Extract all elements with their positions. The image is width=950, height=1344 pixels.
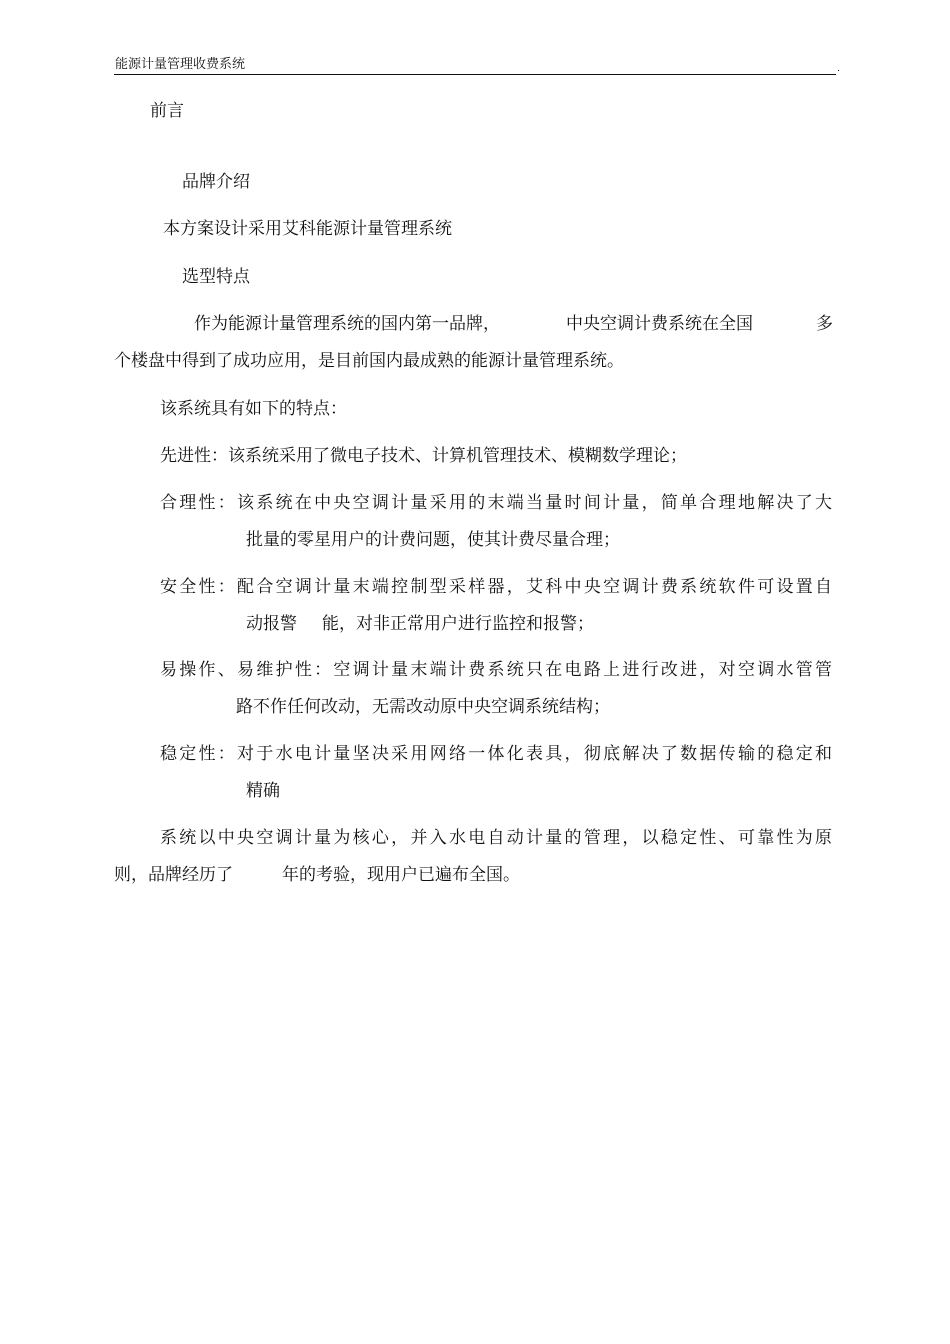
feature-stable-line1: 稳定性：对于水电计量坚决采用网络一体化表具，彻底解决了数据传输的稳定和 bbox=[160, 744, 832, 764]
feature-rational-line2: 批量的零星用户的计费问题，使其计费尽量合理； bbox=[246, 530, 620, 550]
page-header bbox=[114, 56, 840, 75]
header-title: 能源计量管理收费系统 bbox=[115, 57, 246, 72]
conclusion-line1: 系统以中央空调计量为核心，并入水电自动计量的管理，以稳定性、可靠性为原 bbox=[160, 828, 832, 848]
feature-stable-line2: 精确 bbox=[246, 781, 280, 801]
intro-part2: 中央空调计费系统在全国 bbox=[566, 314, 753, 334]
intro-line2: 个楼盘中得到了成功应用，是目前国内最成熟的能源计量管理系统。 bbox=[114, 351, 624, 371]
features-heading: 该系统具有如下的特点： bbox=[160, 399, 347, 419]
feature-easy-line1: 易操作、易维护性：空调计量末端计费系统只在电路上进行改进，对空调水管管 bbox=[160, 660, 832, 680]
feature-safety-line2b: 能，对非正常用户进行监控和报警； bbox=[322, 614, 594, 634]
feature-safety-line2a: 动报警 bbox=[246, 614, 297, 634]
section-selection: 选型特点 bbox=[182, 267, 250, 287]
feature-easy-line2: 路不作任何改动，无需改动原中央空调系统结构； bbox=[236, 697, 610, 717]
feature-safety-line1: 安全性：配合空调计量末端控制型采样器，艾科中央空调计费系统软件可设置自 bbox=[160, 577, 832, 597]
feature-advanced: 先进性：该系统采用了微电子技术、计算机管理技术、模糊数学理论； bbox=[160, 446, 687, 466]
conclusion-line2a: 则，品牌经历了 bbox=[114, 865, 233, 885]
intro-part3: 多 bbox=[816, 314, 833, 334]
section-brand-intro: 品牌介绍 bbox=[182, 172, 250, 192]
design-line: 本方案设计采用艾科能源计量管理系统 bbox=[163, 219, 452, 239]
feature-rational-line1: 合理性：该系统在中央空调计量采用的末端当量时间计量，简单合理地解决了大 bbox=[160, 493, 832, 513]
header-dot: . bbox=[837, 64, 840, 74]
conclusion-line2b: 年的考验，现用户已遍布全国。 bbox=[282, 865, 520, 885]
intro-part1: 作为能源计量管理系统的国内第一品牌， bbox=[194, 314, 500, 334]
section-preface: 前言 bbox=[150, 101, 184, 121]
